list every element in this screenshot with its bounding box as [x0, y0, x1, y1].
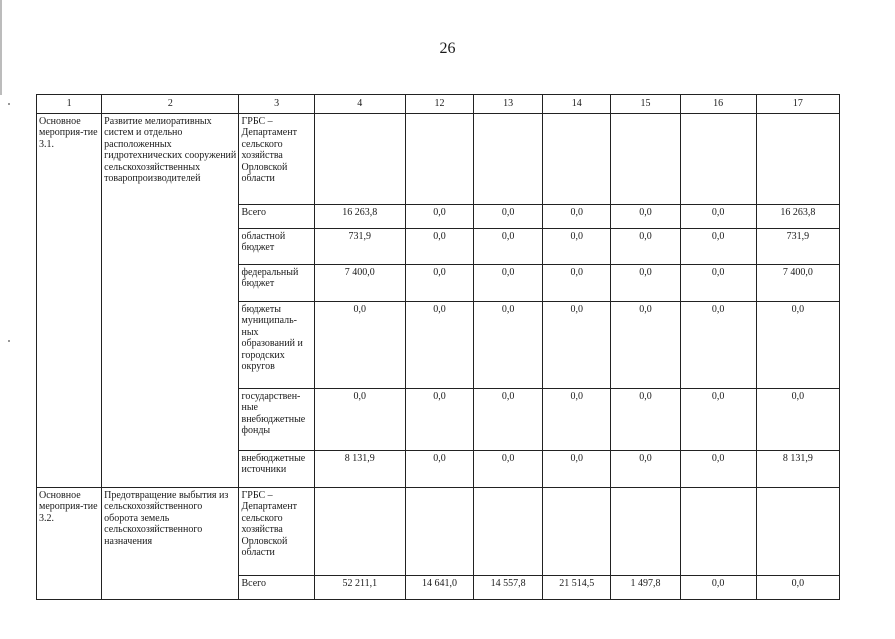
measure-cell: Основное мероприя-тие 3.1. [37, 113, 102, 487]
source-cell: областной бюджет [239, 228, 314, 264]
value-cell: 14 557,8 [474, 575, 543, 599]
value-cell: 0,0 [405, 450, 473, 487]
value-cell: 731,9 [314, 228, 405, 264]
budget-table [36, 94, 840, 600]
value-cell: 8 131,9 [314, 450, 405, 487]
value-cell: 0,0 [611, 388, 680, 450]
value-cell: 0,0 [474, 264, 543, 301]
value-cell: 14 641,0 [405, 575, 473, 599]
value-cell: 0,0 [611, 450, 680, 487]
column-header: 12 [405, 95, 473, 114]
value-cell: 0,0 [543, 204, 611, 228]
source-cell: федеральный бюджет [239, 264, 314, 301]
value-cell: 16 263,8 [756, 204, 839, 228]
value-cell: 16 263,8 [314, 204, 405, 228]
header-row [37, 95, 840, 114]
value-cell: 0,0 [405, 228, 473, 264]
value-cell: 731,9 [756, 228, 839, 264]
value-cell: 0,0 [543, 388, 611, 450]
value-cell: 0,0 [680, 228, 756, 264]
column-header: 15 [611, 95, 680, 114]
value-cell: 0,0 [474, 301, 543, 388]
value-cell: 0,0 [680, 301, 756, 388]
source-cell: бюджеты муниципаль-ных образований и городских округов [239, 301, 314, 388]
value-cell: 1 497,8 [611, 575, 680, 599]
source-cell: внебюджетные источники [239, 450, 314, 487]
executor-cell: ГРБС – Департамент сельского хозяйства Орловской области [239, 487, 314, 575]
value-cell: 0,0 [611, 204, 680, 228]
description-cell: Развитие мелиоративных систем и отдельно расположенных гидротехнических сооружений сельскохозяйственных товаропроизводителей [102, 113, 239, 487]
value-cell: 0,0 [680, 450, 756, 487]
description-cell: Предотвращение выбытия из сельскохозяйственного оборота земель сельскохозяйственного назначения [102, 487, 239, 599]
value-cell: 52 211,1 [314, 575, 405, 599]
value-cell: 0,0 [474, 204, 543, 228]
scan-speck [8, 340, 10, 342]
value-cell: 8 131,9 [756, 450, 839, 487]
value-cell: 0,0 [405, 388, 473, 450]
column-header: 3 [239, 95, 314, 114]
value-cell: 0,0 [474, 388, 543, 450]
scan-speck [8, 103, 10, 105]
value-cell: 0,0 [756, 388, 839, 450]
value-cell: 0,0 [543, 228, 611, 264]
value-cell: 0,0 [680, 204, 756, 228]
value-cell: 0,0 [474, 450, 543, 487]
value-cell: 0,0 [611, 301, 680, 388]
column-header: 16 [680, 95, 756, 114]
value-cell: 0,0 [543, 264, 611, 301]
value-cell: 0,0 [474, 228, 543, 264]
value-cell: 0,0 [543, 301, 611, 388]
value-cell: 0,0 [314, 388, 405, 450]
column-header: 4 [314, 95, 405, 114]
value-cell: 0,0 [680, 388, 756, 450]
value-cell: 0,0 [314, 301, 405, 388]
value-cell: 0,0 [405, 264, 473, 301]
source-cell: Всего [239, 575, 314, 599]
column-header: 13 [474, 95, 543, 114]
value-cell: 0,0 [611, 264, 680, 301]
column-header: 14 [543, 95, 611, 114]
value-cell: 21 514,5 [543, 575, 611, 599]
value-cell: 7 400,0 [314, 264, 405, 301]
value-cell: 0,0 [405, 301, 473, 388]
column-header: 2 [102, 95, 239, 114]
measure-cell: Основное мероприя-тие 3.2. [37, 487, 102, 599]
column-header: 17 [756, 95, 839, 114]
value-cell: 0,0 [405, 204, 473, 228]
value-cell: 7 400,0 [756, 264, 839, 301]
page-number: 26 [439, 40, 456, 57]
executor-row [37, 487, 840, 575]
executor-row [37, 113, 840, 204]
value-cell: 0,0 [680, 575, 756, 599]
value-cell: 0,0 [756, 575, 839, 599]
value-cell: 0,0 [680, 264, 756, 301]
executor-cell: ГРБС – Департамент сельского хозяйства Орловской области [239, 113, 314, 204]
value-cell: 0,0 [611, 228, 680, 264]
column-header: 1 [37, 95, 102, 114]
source-cell: государствен-ные внебюджетные фонды [239, 388, 314, 450]
value-cell: 0,0 [543, 450, 611, 487]
value-cell: 0,0 [756, 301, 839, 388]
source-cell: Всего [239, 204, 314, 228]
